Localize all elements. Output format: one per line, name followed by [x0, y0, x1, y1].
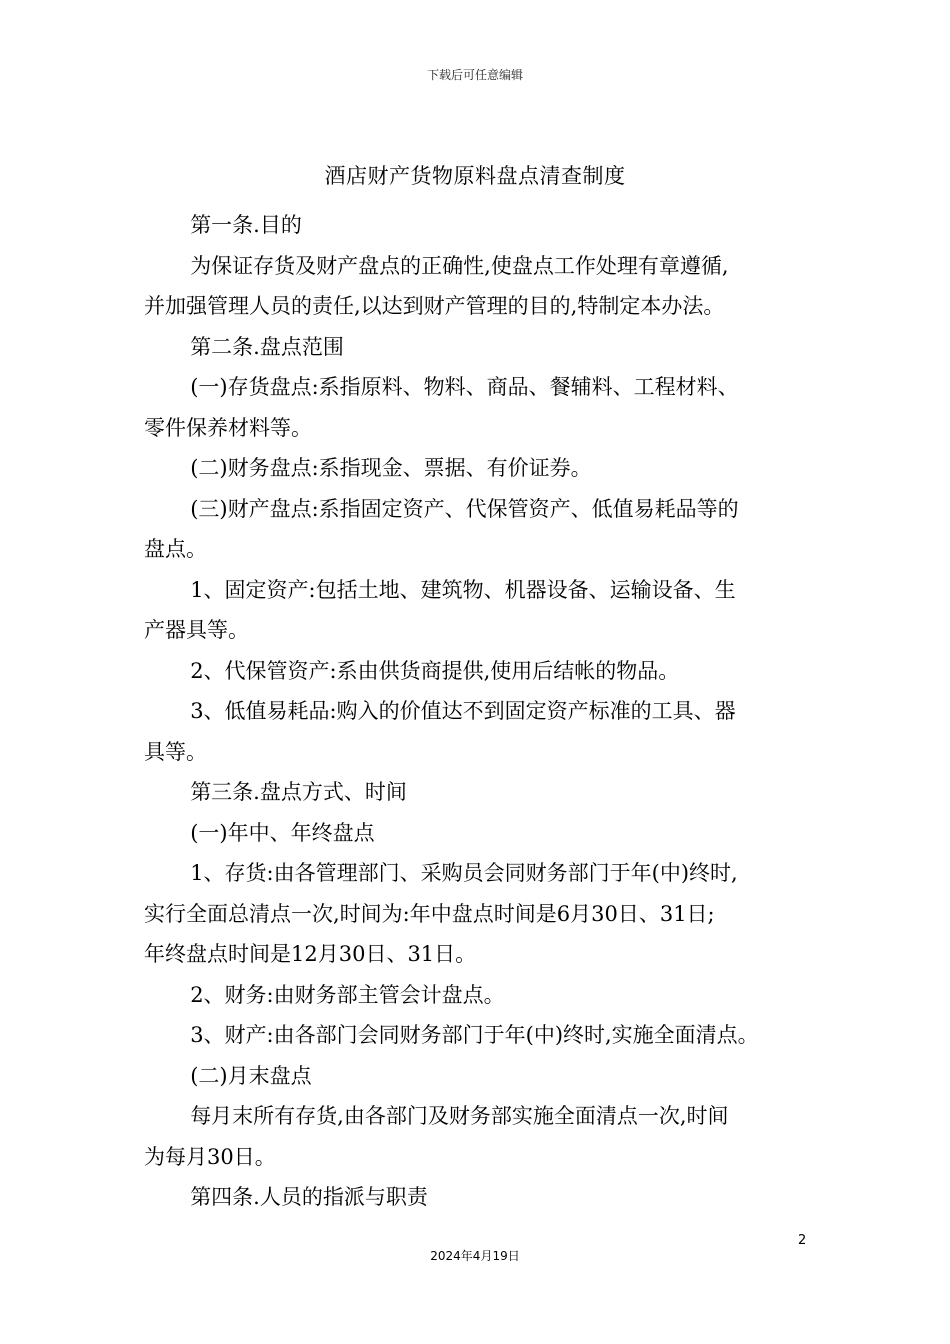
- text-line: (一)年中、年终盘点: [190, 820, 375, 845]
- paragraph: [144, 1177, 824, 1218]
- text-line: 第三条.盘点方式、时间: [190, 780, 407, 804]
- header-note: 下载后可任意编辑: [426, 68, 523, 82]
- paragraph: [144, 975, 824, 1016]
- page-number: 2: [798, 1233, 807, 1248]
- paragraph: [144, 448, 824, 489]
- document-body: [144, 205, 824, 1218]
- footer-date: 2024年4月19日: [430, 1249, 520, 1263]
- paragraph: [144, 327, 824, 368]
- text-line: 并加强管理人员的责任,以达到财产管理的目的,特制定本办法。: [144, 294, 725, 318]
- text-line: (二)月末盘点: [190, 1063, 312, 1088]
- text-line: 实行全面总清点一次,时间为:年中盘点时间是6月30日、31日;: [144, 901, 715, 926]
- text-line: 每月末所有存货,由各部门及财务部实施全面清点一次,时间: [190, 1104, 729, 1128]
- paragraph: [144, 367, 824, 448]
- paragraph: [144, 570, 824, 651]
- text-line: 第二条.盘点范围: [190, 334, 344, 359]
- text-line: 为保证存货及财产盘点的正确性,使盘点工作处理有章遵循,: [190, 253, 729, 278]
- paragraph: [144, 246, 824, 327]
- text-line: 1、固定资产:包括土地、建筑物、机器设备、运输设备、生: [190, 577, 736, 602]
- text-line: 3、财产:由各部门会同财务部门于年(中)终时,实施全面清点。: [190, 1023, 759, 1047]
- paragraph: [144, 489, 824, 570]
- paragraph: [144, 813, 824, 854]
- paragraph: [144, 1056, 824, 1097]
- text-line: (二)财务盘点:系指现金、票据、有价证券。: [190, 456, 592, 480]
- text-line: (三)财产盘点:系指固定资产、代保管资产、低值易耗品等的: [190, 496, 739, 521]
- text-line: 3、低值易耗品:购入的价值达不到固定资产标准的工具、器: [190, 699, 736, 723]
- text-line: 产器具等。: [144, 618, 249, 642]
- text-line: 为每月30日。: [144, 1144, 276, 1169]
- text-line: (一)存货盘点:系指原料、物料、商品、餐辅料、工程材料、: [190, 375, 739, 399]
- paragraph: [144, 772, 824, 813]
- paragraph: [144, 1015, 824, 1056]
- text-line: 第一条.目的: [190, 213, 302, 237]
- paragraph: [144, 691, 824, 772]
- text-line: 2、代保管资产:系由供货商提供,使用后结帐的物品。: [190, 658, 680, 683]
- text-line: 第四条.人员的指派与职责: [190, 1185, 428, 1209]
- text-line: 零件保养材料等。: [144, 415, 312, 440]
- paragraph: [144, 651, 824, 692]
- paragraph: [144, 853, 824, 975]
- text-line: 1、存货:由各管理部门、采购员会同财务部门于年(中)终时,: [190, 861, 738, 885]
- text-line: 2、财务:由财务部主管会计盘点。: [190, 982, 505, 1007]
- text-line: 具等。: [144, 739, 207, 764]
- document-title: 酒店财产货物原料盘点清查制度: [324, 164, 626, 188]
- paragraph: [144, 1096, 824, 1177]
- text-line: 盘点。: [144, 537, 207, 561]
- text-line: 年终盘点时间是12月30日、31日。: [144, 942, 477, 966]
- paragraph: [144, 205, 824, 246]
